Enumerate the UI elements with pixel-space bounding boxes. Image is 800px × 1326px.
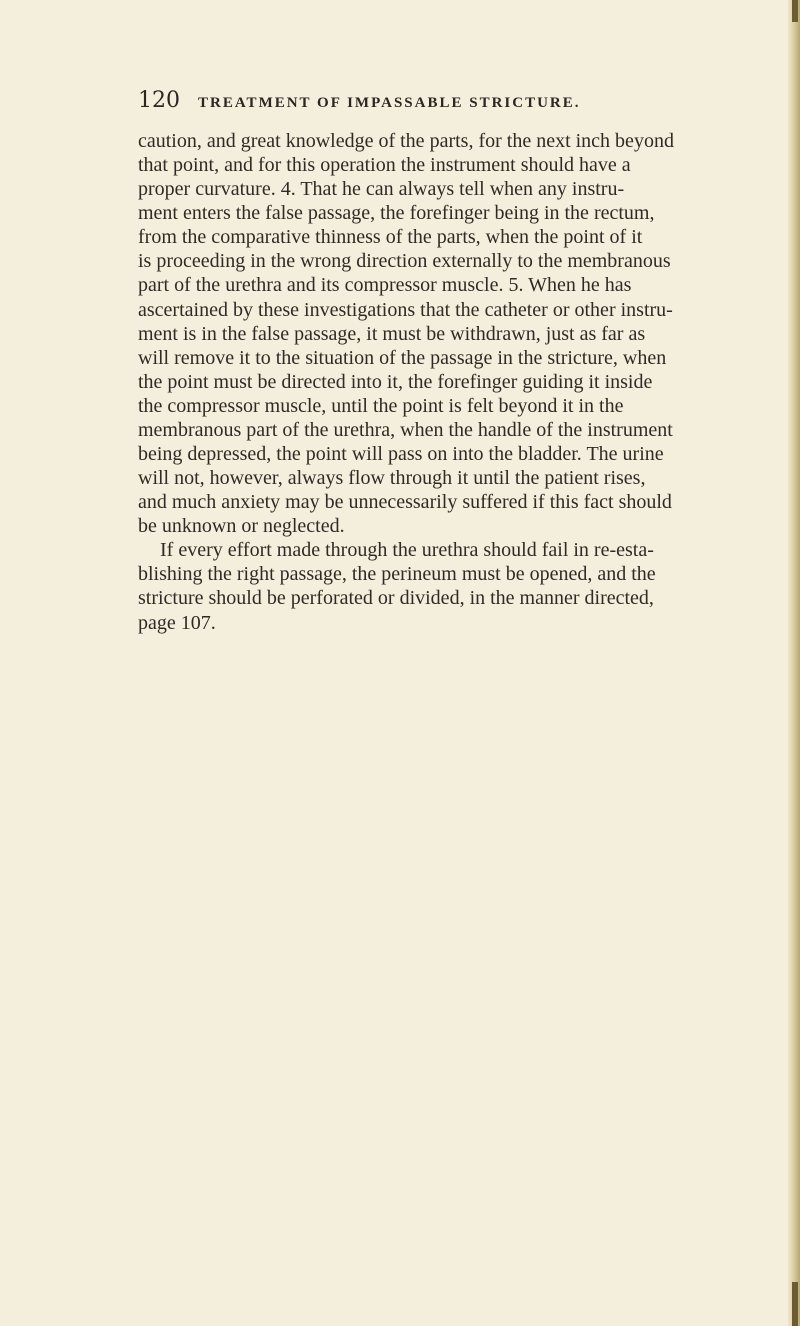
text-line: page 107. <box>138 611 216 634</box>
text-line: being depressed, the point will pass on into the bladder. The urine <box>138 443 664 466</box>
page-number: 120 <box>138 88 180 113</box>
paragraph-2 <box>138 538 656 634</box>
page-edge-mark-top <box>792 0 798 22</box>
text-line: stricture should be perforated or divided, in the manner directed, <box>138 587 654 610</box>
text-line: blishing the right passage, the perineum must be opened, and the <box>138 563 656 586</box>
running-title: TREATMENT OF IMPASSABLE STRICTURE. <box>198 95 581 111</box>
text-line: ment enters the false passage, the forefinger being in the rectum, <box>138 202 655 225</box>
text-line: membranous part of the urethra, when the handle of the instrument <box>138 418 673 441</box>
text-line: that point, and for this operation the instrument should have a <box>138 154 631 177</box>
page-edge-mark-bottom <box>792 1282 798 1326</box>
text-line: ment is in the false passage, it must be withdrawn, just as far as <box>138 322 646 345</box>
text-line: be unknown or neglected. <box>138 515 345 538</box>
paragraph-1 <box>138 129 674 538</box>
text-line: and much anxiety may be unnecessarily suffered if this fact should <box>138 491 672 514</box>
text-line: will not, however, always flow through it until the patient rises, <box>138 467 646 490</box>
text-line: the point must be directed into it, the forefinger guiding it inside <box>138 370 653 393</box>
text-line: ascertained by these investigations that the catheter or other instru- <box>138 298 673 321</box>
text-line: will remove it to the situation of the passage in the stricture, when <box>138 346 667 369</box>
text-line: from the comparative thinness of the parts, when the point of it <box>138 226 643 249</box>
running-head <box>138 88 628 113</box>
text-line: caution, and great knowledge of the parts, for the next inch beyond <box>138 130 674 152</box>
text-line: proper curvature. 4. That he can always tell when any instru- <box>138 178 625 201</box>
text-line: If every effort made through the urethra should fail in re-esta- <box>160 539 654 562</box>
text-line: part of the urethra and its compressor muscle. 5. When he has <box>138 274 632 297</box>
text-line: the compressor muscle, until the point is felt beyond it in the <box>138 394 624 417</box>
body-text <box>138 129 674 635</box>
page-edge-shadow <box>788 0 800 1326</box>
text-line: is proceeding in the wrong direction externally to the membranous <box>138 250 671 273</box>
